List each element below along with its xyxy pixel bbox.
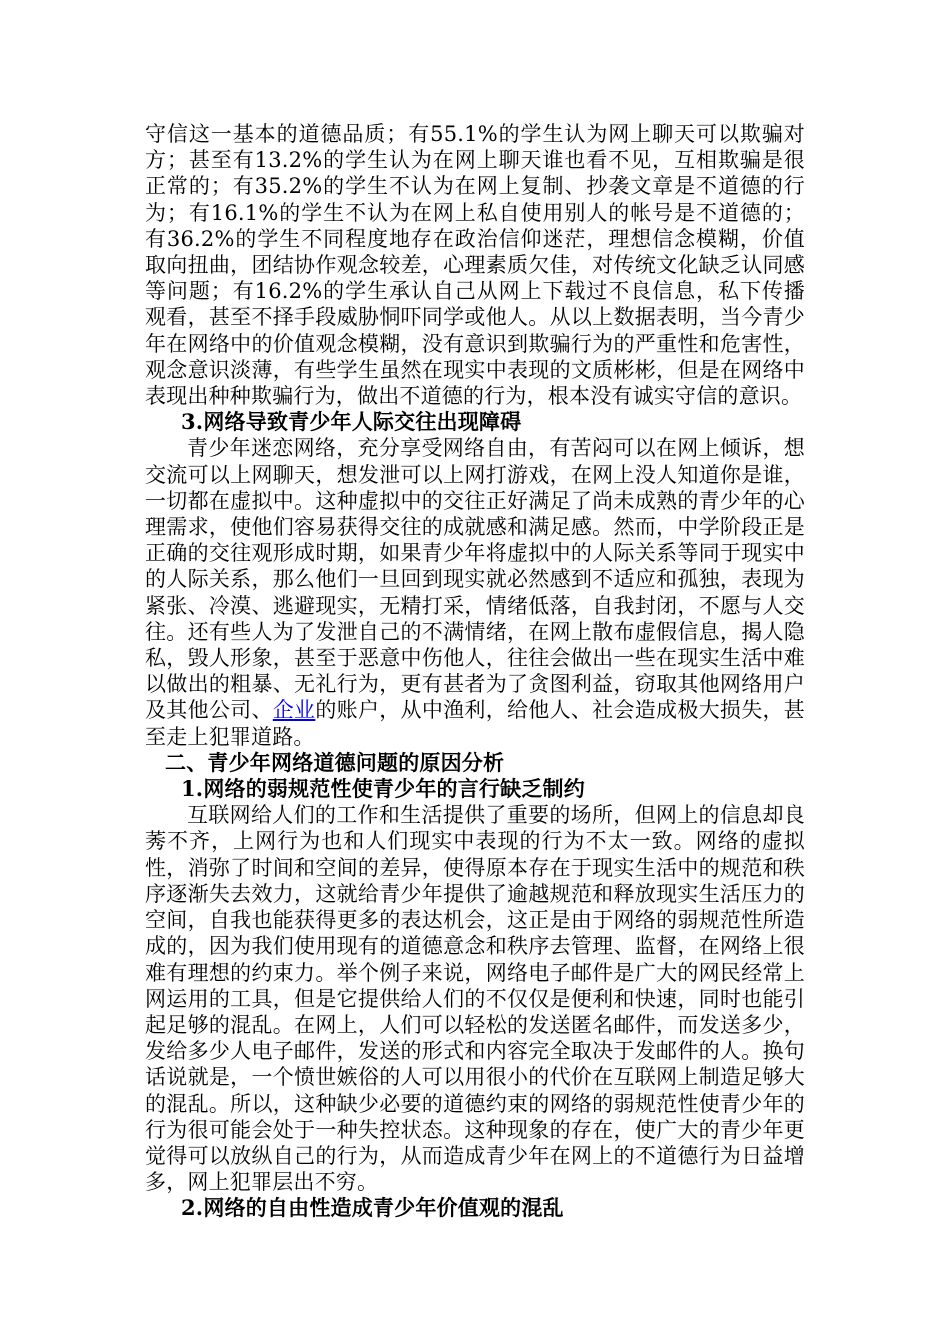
- heading-interpersonal-barriers: 3.网络导致青少年人际交往出现障碍: [181, 409, 522, 435]
- paragraph-interpersonal-text-before: 青少年迷恋网络，充分享受网络自由，有苦闷可以在网上倾诉，想交流可以上网聊天，想发泄可以上网打游戏，在网上没人知道你是谁，一切都在虚拟中。这种虚拟中的交往正好满足了尚未成熟的青少年的心理需求，使他们容易获得交往的成就感和满足感。然而，中学阶段正是正确的交往观形成时期，如果青少年将虚拟中的人际关系等同于现实中的人际关系，那么他们一旦回到现实就必然感到不适应和孤独，表现为紧张、冷漠、逃避现实，无精打采，情绪低落，自我封闭，不愿与人交往。还有些人为了发泄自己的不满情绪，在网上散布虚假信息，揭人隐私，毁人形象，甚至于恶意中伤他人，往往会做出一些在现实生活中难以做出的粗暴、无礼行为，更有甚者为了贪图利益，窃取其他网络用户及其他公司、: [145, 436, 805, 723]
- document-body: [145, 121, 805, 1222]
- heading-freedom-values: 2.网络的自由性造成青少年价值观的混乱: [181, 1195, 564, 1221]
- paragraph-interpersonal: [145, 435, 805, 749]
- heading-cause-analysis: 二、青少年网络道德问题的原因分析: [165, 749, 505, 775]
- paragraph-weak-norms: 互联网给人们的工作和生活提供了重要的场所，但网上的信息却良莠不齐，上网行为也和人们现实中表现的行为不太一致。网络的虚拟性，消弥了时间和空间的差异，使得原本存在于现实生活中的规范和秩序逐渐失去效力，这就给青少年提供了逾越规范和释放现实生活压力的空间，自我也能获得更多的表达机会，这正是由于网络的弱规范性所造成的，因为我们使用现有的道德意念和秩序去管理、监督，在网络上很难有理想的约束力。举个例子来说，网络电子邮件是广大的网民经常上网运用的工具，但是它提供给人们的不仅仅是便利和快速，同时也能引起足够的混乱。在网上，人们可以轻松的发送匿名邮件，而发送多少，发给多少人电子邮件，发送的形式和内容完全取决于发邮件的人。换句话说就是，一个愤世嫉俗的人可以用很小的代价在互联网上制造足够大的混乱。所以，这种缺少必要的道德约束的网络的弱规范性使青少年的行为很可能会处于一种失控状态。这种现象的存在，使广大的青少年更觉得可以放纵自己的行为，从而造成青少年在网上的不道德行为日益增多，网上犯罪层出不穷。: [145, 803, 805, 1195]
- heading-weak-norms: 1.网络的弱规范性使青少年的言行缺乏制约: [181, 776, 585, 802]
- paragraph-statistics: 守信这一基本的道德品质；有55.1%的学生认为网上聊天可以欺骗对方；甚至有13.2%的学生认为在网上聊天谁也看不见，互相欺骗是很正常的；有35.2%的学生不认为在网上复制、抄袭文章是不道德的行为；有16.1%的学生不认为在网上私自使用别人的帐号是不道德的；有36.2%的学生不同程度地存在政治信仰迷茫，理想信念模糊，价值取向扭曲，团结协作观念较差，心理素质欠佳，对传统文化缺乏认同感等问题；有16.2%的学生承认自己从网上下载过不良信息，私下传播观看，甚至不择手段威胁恫吓同学或他人。从以上数据表明，当今青少年在网络中的价值观念模糊，没有意识到欺骗行为的严重性和危害性，观念意识淡薄，有些学生虽然在现实中表现的文质彬彬，但是在网络中表现出种种欺骗行为，做出不道德的行为，根本没有诚实守信的意识。: [145, 122, 805, 409]
- paragraph-interpersonal-text-after: 的账户，从中渔利，给他人、社会造成极大损失，甚至走上犯罪道路。: [145, 698, 805, 749]
- enterprise-link[interactable]: 企业: [272, 698, 316, 723]
